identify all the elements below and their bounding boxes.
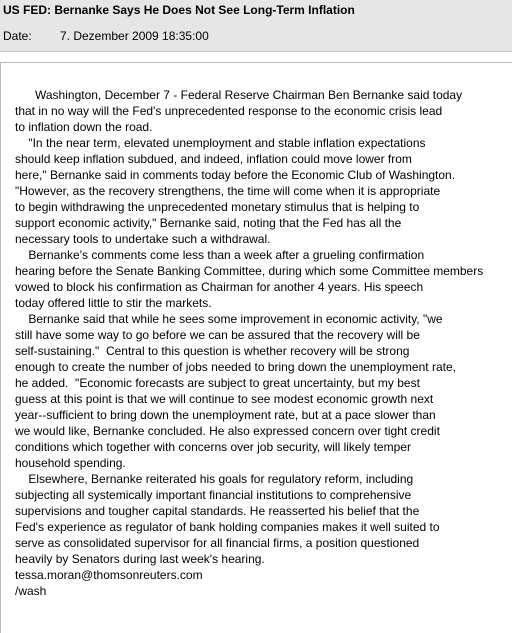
story-line: we would like, Bernanke concluded. He also expressed concern over tight credit (15, 424, 440, 438)
story-line: hearing before the Senate Banking Committee, during which some Committee members (15, 264, 484, 278)
story-line: enough to create the number of jobs needed to bring down the unemployment rate, (15, 360, 456, 374)
article-body-pane[interactable] (0, 62, 512, 633)
story-line: household spending. (15, 456, 126, 470)
story-line: to inflation down the road. (15, 120, 153, 134)
story-line: tessa.moran@thomsonreuters.com (15, 568, 203, 582)
story-line: guess at this point is that we will continue to see modest economic growth next (15, 392, 434, 406)
story-line: /wash (15, 584, 47, 598)
date-row (3, 29, 209, 43)
date-value: 7. Dezember 2009 18:35:00 (60, 29, 209, 43)
article-header (0, 0, 512, 52)
article-text (15, 87, 483, 599)
story-line: here," Bernanke said in comments today before the Economic Club of Washington. (15, 168, 456, 182)
story-line: should keep inflation subdued, and indeed, inflation could move lower from (15, 152, 412, 166)
story-line: year--sufficient to bring down the unemployment rate, but at a pace slower than (15, 408, 436, 422)
story-line: "However, as the recovery strengthens, the time will come when it is appropriate (15, 184, 441, 198)
story-line: Elsewhere, Bernanke reiterated his goals for regulatory reform, including (15, 472, 414, 486)
story-line: Washington, December 7 - Federal Reserve Chairman Ben Bernanke said today (15, 88, 463, 102)
article-headline: US FED: Bernanke Says He Does Not See Long-Term Inflation (3, 3, 355, 17)
story-line: heavily by Senators during last week's hearing. (15, 552, 265, 566)
story-line: subjecting all systemically important financial institutions to comprehensive (15, 488, 412, 502)
story-line: "In the near term, elevated unemployment and stable inflation expectations (15, 136, 426, 150)
story-line: conditions which together with concerns over job security, will likely temper (15, 440, 411, 454)
story-line: he added. "Economic forecasts are subject to great uncertainty, but my best (15, 376, 420, 390)
story-line: Bernanke said that while he sees some improvement in economic activity, "we (15, 312, 443, 326)
story-line: supervisions and tougher capital standards. He reasserted his belief that the (15, 504, 420, 518)
story-line: today offered little to stir the markets. (15, 296, 212, 310)
story-line: Fed's experience as regulator of bank holding companies makes it well suited to (15, 520, 440, 534)
story-line: that in no way will the Fed's unprecedented response to the economic crisis lead (15, 104, 443, 118)
story-line: support economic activity," Bernanke said, noting that the Fed has all the (15, 216, 402, 230)
story-line: still have some way to go before we can be assured that the recovery will be (15, 328, 420, 342)
story-line: serve as consolidated supervisor for all financial firms, a position questioned (15, 536, 420, 550)
story-line: self-sustaining." Central to this question is whether recovery will be strong (15, 344, 410, 358)
date-label: Date: (3, 29, 32, 43)
story-line: vowed to block his confirmation as Chairman for another 4 years. His speech (15, 280, 424, 294)
story-line: to begin withdrawing the unprecedented monetary stimulus that is helping to (15, 200, 420, 214)
story-line: necessary tools to undertake such a withdrawal. (15, 232, 271, 246)
story-line: Bernanke's comments come less than a week after a grueling confirmation (15, 248, 425, 262)
